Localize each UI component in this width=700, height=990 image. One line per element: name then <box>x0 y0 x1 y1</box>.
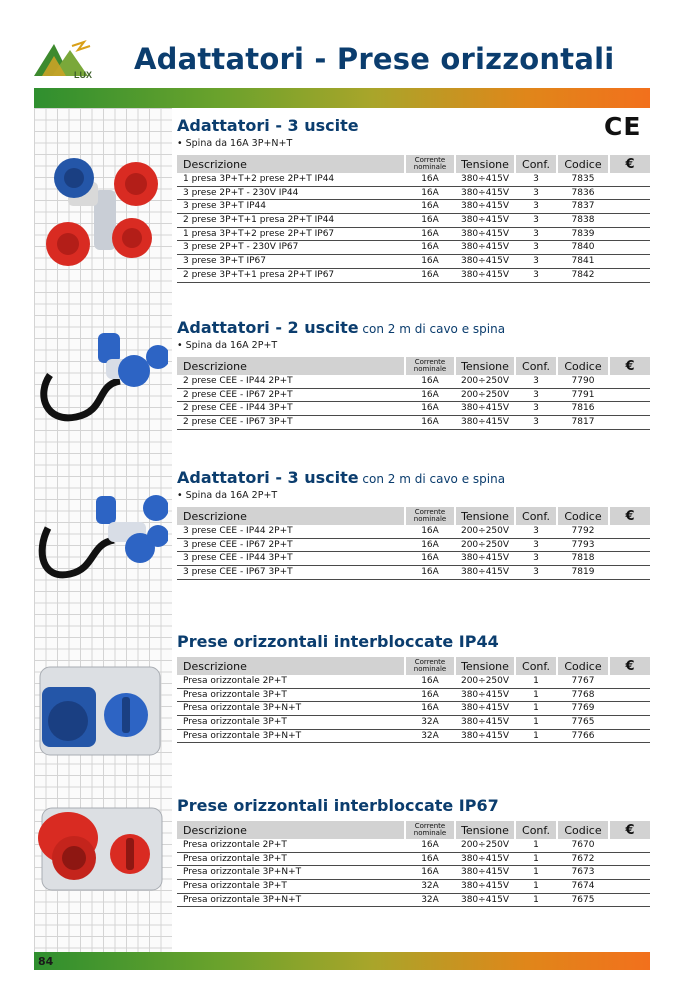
table-row <box>177 538 650 552</box>
cell-descrizione: 3 prese 2P+T - 230V IP67 <box>177 241 405 255</box>
cell-prezzo <box>609 173 650 186</box>
cell-tensione: 380÷415V <box>455 729 515 743</box>
section-title: Prese orizzontali interbloccate IP44 <box>177 632 499 651</box>
cell-descrizione: 3 prese CEE - IP44 3P+T <box>177 552 405 566</box>
cell-descrizione: 3 prese CEE - IP67 3P+T <box>177 566 405 580</box>
cell-tensione: 200÷250V <box>455 525 515 538</box>
arlux-logo <box>32 36 120 80</box>
cell-corrente: 16A <box>405 227 455 241</box>
table-row <box>177 566 650 580</box>
cell-corrente: 16A <box>405 675 455 688</box>
col-prezzo: € <box>609 821 650 839</box>
cell-codice: 7839 <box>557 227 609 241</box>
col-prezzo: € <box>609 357 650 375</box>
cell-conf: 1 <box>515 880 557 894</box>
table-row <box>177 200 650 214</box>
section-prese-interbloccate-ip44 <box>177 632 650 743</box>
cell-tensione: 380÷415V <box>455 702 515 716</box>
section-prese-interbloccate-ip67 <box>177 796 650 907</box>
cell-codice: 7842 <box>557 268 609 282</box>
cell-conf: 3 <box>515 227 557 241</box>
cell-prezzo <box>609 702 650 716</box>
cell-tensione: 200÷250V <box>455 388 515 402</box>
cell-descrizione: 3 prese 3P+T IP67 <box>177 255 405 269</box>
cell-descrizione: 1 presa 3P+T+2 prese 2P+T IP67 <box>177 227 405 241</box>
cell-prezzo <box>609 880 650 894</box>
col-prezzo: € <box>609 507 650 525</box>
cell-prezzo <box>609 852 650 866</box>
col-codice: Codice <box>557 155 609 173</box>
cell-prezzo <box>609 214 650 228</box>
product-table <box>177 357 650 430</box>
cell-prezzo <box>609 866 650 880</box>
col-codice: Codice <box>557 357 609 375</box>
cell-corrente: 16A <box>405 538 455 552</box>
cell-conf: 1 <box>515 866 557 880</box>
cell-codice: 7840 <box>557 241 609 255</box>
cell-corrente: 16A <box>405 375 455 388</box>
cell-descrizione: 3 prese 2P+T - 230V IP44 <box>177 186 405 200</box>
cell-codice: 7819 <box>557 566 609 580</box>
section-subtitle: • Spina da 16A 2P+T <box>177 490 278 501</box>
cell-conf: 3 <box>515 268 557 282</box>
cell-conf: 3 <box>515 241 557 255</box>
cell-corrente: 32A <box>405 893 455 907</box>
cell-corrente: 16A <box>405 200 455 214</box>
table-row <box>177 186 650 200</box>
cell-descrizione: 2 prese 3P+T+1 presa 2P+T IP44 <box>177 214 405 228</box>
cell-codice: 7791 <box>557 388 609 402</box>
cell-corrente: 16A <box>405 241 455 255</box>
cell-tensione: 380÷415V <box>455 173 515 186</box>
table-row <box>177 268 650 282</box>
cell-descrizione: 2 prese CEE - IP44 3P+T <box>177 402 405 416</box>
table-row <box>177 416 650 430</box>
cell-tensione: 380÷415V <box>455 214 515 228</box>
col-conf: Conf. <box>515 657 557 675</box>
cell-tensione: 380÷415V <box>455 241 515 255</box>
table-row <box>177 880 650 894</box>
section-adattatori-3-uscite <box>177 116 650 283</box>
cell-prezzo <box>609 538 650 552</box>
cell-corrente: 16A <box>405 688 455 702</box>
col-conf: Conf. <box>515 357 557 375</box>
table-row <box>177 675 650 688</box>
cell-tensione: 380÷415V <box>455 227 515 241</box>
col-corrente: Corrente nominale <box>405 507 455 525</box>
table-row <box>177 702 650 716</box>
cell-conf: 1 <box>515 729 557 743</box>
cell-conf: 3 <box>515 566 557 580</box>
table-row <box>177 552 650 566</box>
cell-descrizione: 1 presa 3P+T+2 prese 2P+T IP44 <box>177 173 405 186</box>
table-row <box>177 388 650 402</box>
table-row <box>177 688 650 702</box>
cell-tensione: 380÷415V <box>455 255 515 269</box>
cell-tensione: 380÷415V <box>455 716 515 730</box>
table-row <box>177 866 650 880</box>
cell-descrizione: 2 prese CEE - IP67 2P+T <box>177 388 405 402</box>
logo-subtext: LUX <box>74 70 92 80</box>
cell-conf: 3 <box>515 214 557 228</box>
table-row <box>177 173 650 186</box>
cell-conf: 3 <box>515 402 557 416</box>
col-tensione: Tensione <box>455 155 515 173</box>
cell-codice: 7769 <box>557 702 609 716</box>
col-tensione: Tensione <box>455 657 515 675</box>
table-row <box>177 716 650 730</box>
cell-conf: 3 <box>515 186 557 200</box>
table-row <box>177 525 650 538</box>
cell-codice: 7818 <box>557 552 609 566</box>
cell-codice: 7672 <box>557 852 609 866</box>
cell-descrizione: Presa orizzontale 3P+T <box>177 852 405 866</box>
cell-codice: 7765 <box>557 716 609 730</box>
col-corrente: Corrente nominale <box>405 357 455 375</box>
cell-corrente: 16A <box>405 173 455 186</box>
cell-prezzo <box>609 839 650 852</box>
cell-prezzo <box>609 716 650 730</box>
page-number: 84 <box>38 955 54 968</box>
cell-codice: 7841 <box>557 255 609 269</box>
cell-corrente: 16A <box>405 186 455 200</box>
product-image-2-way-adapter-cable <box>36 325 168 425</box>
cell-prezzo <box>609 402 650 416</box>
col-codice: Codice <box>557 821 609 839</box>
cell-conf: 1 <box>515 716 557 730</box>
table-row <box>177 839 650 852</box>
cell-codice: 7835 <box>557 173 609 186</box>
cell-descrizione: Presa orizzontale 3P+N+T <box>177 866 405 880</box>
cell-descrizione: 3 prese CEE - IP67 2P+T <box>177 538 405 552</box>
section-title: Adattatori - 2 uscite con 2 m di cavo e spina <box>177 318 506 337</box>
col-descrizione: Descrizione <box>177 657 405 675</box>
table-row <box>177 729 650 743</box>
cell-descrizione: Presa orizzontale 2P+T <box>177 675 405 688</box>
cell-codice: 7675 <box>557 893 609 907</box>
header-band <box>34 88 650 108</box>
cell-codice: 7670 <box>557 839 609 852</box>
cell-prezzo <box>609 388 650 402</box>
table-row <box>177 375 650 388</box>
section-adattatori-2-uscite-cavo <box>177 318 650 430</box>
cell-prezzo <box>609 525 650 538</box>
cell-tensione: 380÷415V <box>455 552 515 566</box>
cell-corrente: 16A <box>405 702 455 716</box>
cell-tensione: 380÷415V <box>455 866 515 880</box>
cell-prezzo <box>609 227 650 241</box>
cell-conf: 3 <box>515 538 557 552</box>
cell-corrente: 16A <box>405 852 455 866</box>
section-subtitle: • Spina da 16A 3P+N+T <box>177 138 293 149</box>
product-image-interlocked-ip44 <box>38 665 162 757</box>
cell-corrente: 16A <box>405 214 455 228</box>
col-tensione: Tensione <box>455 357 515 375</box>
cell-conf: 3 <box>515 388 557 402</box>
col-codice: Codice <box>557 507 609 525</box>
col-codice: Codice <box>557 657 609 675</box>
cell-codice: 7767 <box>557 675 609 688</box>
cell-conf: 1 <box>515 852 557 866</box>
cell-codice: 7837 <box>557 200 609 214</box>
cell-codice: 7817 <box>557 416 609 430</box>
cell-tensione: 380÷415V <box>455 186 515 200</box>
col-descrizione: Descrizione <box>177 507 405 525</box>
cell-codice: 7766 <box>557 729 609 743</box>
section-title: Adattatori - 3 uscite <box>177 116 359 135</box>
cell-descrizione: Presa orizzontale 3P+T <box>177 716 405 730</box>
cell-corrente: 16A <box>405 416 455 430</box>
cell-conf: 1 <box>515 893 557 907</box>
cell-prezzo <box>609 675 650 688</box>
cell-descrizione: Presa orizzontale 3P+T <box>177 688 405 702</box>
cell-tensione: 380÷415V <box>455 200 515 214</box>
table-row <box>177 852 650 866</box>
cell-tensione: 380÷415V <box>455 566 515 580</box>
cell-descrizione: 2 prese CEE - IP44 2P+T <box>177 375 405 388</box>
cell-prezzo <box>609 241 650 255</box>
cell-prezzo <box>609 255 650 269</box>
table-row <box>177 227 650 241</box>
cell-prezzo <box>609 268 650 282</box>
cell-descrizione: 3 prese CEE - IP44 2P+T <box>177 525 405 538</box>
table-row <box>177 893 650 907</box>
cell-conf: 3 <box>515 200 557 214</box>
cell-corrente: 16A <box>405 268 455 282</box>
col-conf: Conf. <box>515 507 557 525</box>
cell-codice: 7838 <box>557 214 609 228</box>
col-corrente: Corrente nominale <box>405 821 455 839</box>
cell-corrente: 16A <box>405 866 455 880</box>
col-prezzo: € <box>609 657 650 675</box>
cell-corrente: 16A <box>405 402 455 416</box>
product-image-interlocked-ip67 <box>36 804 164 892</box>
cell-tensione: 380÷415V <box>455 852 515 866</box>
section-subtitle: • Spina da 16A 2P+T <box>177 340 278 351</box>
table-row <box>177 214 650 228</box>
cell-descrizione: Presa orizzontale 3P+N+T <box>177 702 405 716</box>
cell-conf: 1 <box>515 702 557 716</box>
cell-tensione: 380÷415V <box>455 880 515 894</box>
table-row <box>177 255 650 269</box>
cell-conf: 3 <box>515 416 557 430</box>
cell-descrizione: 3 prese 3P+T IP44 <box>177 200 405 214</box>
cell-conf: 3 <box>515 552 557 566</box>
col-descrizione: Descrizione <box>177 357 405 375</box>
cell-conf: 1 <box>515 688 557 702</box>
cell-corrente: 16A <box>405 525 455 538</box>
section-title: Adattatori - 3 uscite con 2 m di cavo e spina <box>177 468 506 487</box>
col-descrizione: Descrizione <box>177 821 405 839</box>
col-tensione: Tensione <box>455 507 515 525</box>
cell-prezzo <box>609 375 650 388</box>
product-table <box>177 657 650 743</box>
cell-descrizione: Presa orizzontale 3P+T <box>177 880 405 894</box>
cell-descrizione: Presa orizzontale 3P+N+T <box>177 729 405 743</box>
cell-descrizione: Presa orizzontale 3P+N+T <box>177 893 405 907</box>
cell-codice: 7816 <box>557 402 609 416</box>
cell-prezzo <box>609 416 650 430</box>
cell-prezzo <box>609 688 650 702</box>
product-table <box>177 507 650 580</box>
cell-tensione: 380÷415V <box>455 893 515 907</box>
col-prezzo: € <box>609 155 650 173</box>
cell-prezzo <box>609 186 650 200</box>
cell-descrizione: Presa orizzontale 2P+T <box>177 839 405 852</box>
cell-conf: 1 <box>515 839 557 852</box>
cell-prezzo <box>609 200 650 214</box>
product-image-3-way-adapter-cable <box>36 488 168 583</box>
cell-tensione: 200÷250V <box>455 375 515 388</box>
col-conf: Conf. <box>515 155 557 173</box>
cell-conf: 3 <box>515 173 557 186</box>
cell-prezzo <box>609 893 650 907</box>
cell-codice: 7768 <box>557 688 609 702</box>
cell-tensione: 200÷250V <box>455 538 515 552</box>
cell-prezzo <box>609 552 650 566</box>
col-tensione: Tensione <box>455 821 515 839</box>
cell-corrente: 16A <box>405 388 455 402</box>
product-image-3-way-adapter-16a <box>40 150 168 280</box>
cell-codice: 7673 <box>557 866 609 880</box>
col-corrente: Corrente nominale <box>405 155 455 173</box>
cell-tensione: 380÷415V <box>455 416 515 430</box>
cell-tensione: 380÷415V <box>455 402 515 416</box>
cell-conf: 3 <box>515 375 557 388</box>
product-table <box>177 155 650 283</box>
cell-codice: 7674 <box>557 880 609 894</box>
table-row <box>177 241 650 255</box>
footer-band <box>34 952 650 970</box>
product-table <box>177 821 650 907</box>
col-descrizione: Descrizione <box>177 155 405 173</box>
cell-prezzo <box>609 729 650 743</box>
cell-corrente: 16A <box>405 255 455 269</box>
cell-conf: 3 <box>515 255 557 269</box>
col-corrente: Corrente nominale <box>405 657 455 675</box>
cell-tensione: 200÷250V <box>455 839 515 852</box>
cell-corrente: 16A <box>405 566 455 580</box>
cell-prezzo <box>609 566 650 580</box>
cell-descrizione: 2 prese 3P+T+1 presa 2P+T IP67 <box>177 268 405 282</box>
ce-mark: CE <box>604 112 642 141</box>
cell-tensione: 380÷415V <box>455 688 515 702</box>
col-conf: Conf. <box>515 821 557 839</box>
page-title: Adattatori - Prese orizzontali <box>134 42 615 76</box>
cell-codice: 7793 <box>557 538 609 552</box>
cell-tensione: 200÷250V <box>455 675 515 688</box>
cell-codice: 7790 <box>557 375 609 388</box>
cell-codice: 7792 <box>557 525 609 538</box>
cell-codice: 7836 <box>557 186 609 200</box>
cell-corrente: 16A <box>405 839 455 852</box>
table-row <box>177 402 650 416</box>
cell-corrente: 32A <box>405 880 455 894</box>
cell-corrente: 16A <box>405 552 455 566</box>
section-adattatori-3-uscite-cavo <box>177 468 650 580</box>
cell-descrizione: 2 prese CEE - IP67 3P+T <box>177 416 405 430</box>
cell-corrente: 32A <box>405 729 455 743</box>
cell-corrente: 32A <box>405 716 455 730</box>
section-title: Prese orizzontali interbloccate IP67 <box>177 796 499 815</box>
cell-conf: 1 <box>515 675 557 688</box>
cell-conf: 3 <box>515 525 557 538</box>
cell-tensione: 380÷415V <box>455 268 515 282</box>
